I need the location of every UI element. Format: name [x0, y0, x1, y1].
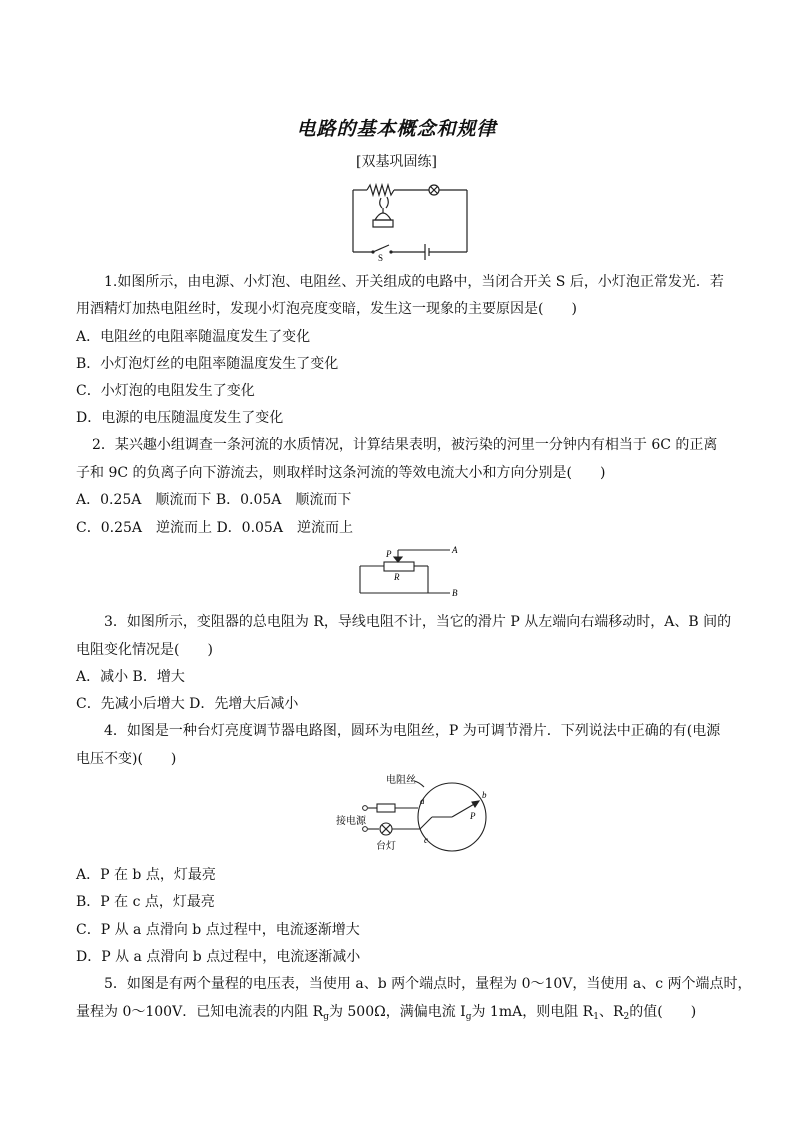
subscript-2: 2 — [623, 1012, 630, 1022]
terminal-label-a: A — [452, 545, 458, 555]
q1-option-b: B．小灯泡灯丝的电阻率随温度发生了变化 — [76, 356, 339, 372]
q2-option-cd: C．0.25A 逆流而上 D．0.05A 逆流而上 — [76, 520, 353, 536]
q5-text-part5: 的值( ) — [629, 1004, 697, 1020]
q4-option-c: C．P 从 a 点滑向 b 点过程中，电流逐渐增大 — [76, 922, 360, 938]
subscript-g1: g — [323, 1012, 329, 1022]
q1-stem-line2: 用酒精灯加热电阻丝时，发现小灯泡亮度变暗，发生这一现象的主要原因是( ) — [76, 301, 577, 317]
q4-stem-line1: 4．如图是一种台灯亮度调节器电路图，圆环为电阻丝，P 为可调节滑片．下列说法中正确的有(电源 — [104, 723, 721, 739]
q5-stem-line1: 5．如图是有两个量程的电压表，当使用 a、b 两个端点时，量程为 0～10V，当使用 a、c 两个端点时， — [104, 976, 752, 992]
q1-option-a: A．电阻丝的电阻率随温度发生了变化 — [76, 329, 311, 345]
q3-option-ab: A．减小 B．增大 — [76, 669, 185, 685]
lamp-label: 台灯 — [376, 841, 396, 852]
q5-text-part1: 量程为 0～100V．已知电流表的内阻 R — [76, 1004, 324, 1020]
q1-stem-line1: 1.如图所示，由电源、小灯泡、电阻丝、开关组成的电路中，当闭合开关 S 后，小灯泡正常发光．若 — [104, 274, 724, 290]
slider-label-p: P — [386, 549, 392, 559]
rheostat-diagram — [358, 543, 468, 599]
q4-option-b: B．P 在 c 点，灯最亮 — [76, 894, 215, 910]
point-label-b: b — [482, 790, 487, 800]
q5-text-part2: 为 500Ω，满偏电流 I — [328, 1004, 466, 1020]
q4-stem-line2: 电压不变)( ) — [76, 751, 177, 767]
q3-stem-line2: 电阻变化情况是( ) — [76, 642, 213, 658]
section-subtitle: [双基巩固练] — [356, 154, 437, 170]
q4-option-a: A．P 在 b 点，灯最亮 — [76, 867, 216, 883]
q2-stem-line2: 子和 9C 的负离子向下游流去，则取样时这条河流的等效电流大小和方向分别是( ) — [76, 465, 606, 481]
q4-option-d: D．P 从 a 点滑向 b 点过程中，电流逐渐减小 — [76, 949, 361, 965]
q5-stem-line2 — [76, 1001, 696, 1022]
q2-stem-line1: 2．某兴趣小组调查一条河流的水质情况，计算结果表明，被污染的河里一分钟内有相当于 6C 的正离 — [92, 437, 718, 453]
q2-option-ab: A．0.25A 顺流而下 B．0.05A 顺流而下 — [76, 492, 352, 508]
power-source-label: 接电源 — [336, 816, 366, 827]
subscript-1: 1 — [593, 1012, 599, 1022]
q1-option-c: C．小灯泡的电阻发生了变化 — [76, 383, 255, 399]
switch-label: S — [378, 253, 384, 262]
q5-text-part4: 、R — [598, 1004, 624, 1020]
point-label-a: a — [420, 796, 425, 806]
slider-label-p: P — [470, 811, 476, 821]
resistor-label-r: R — [394, 572, 400, 582]
dimmer-diagram — [334, 771, 494, 857]
page-title: 电路的基本概念和规律 — [296, 118, 497, 140]
rheostat-figure — [358, 543, 468, 599]
circuit-diagram-1 — [345, 180, 475, 262]
q3-stem-line1: 3．如图所示，变阻器的总电阻为 R，导线电阻不计，当它的滑片 P 从左端向右端移动时，A、B 间的 — [104, 614, 732, 630]
q1-option-d: D．电源的电压随温度发生了变化 — [76, 410, 284, 426]
terminal-label-b: B — [452, 588, 458, 598]
resistance-wire-label: 电阻丝 — [386, 775, 416, 786]
q5-text-part3: 为 1mA，则电阻 R — [471, 1004, 594, 1020]
q3-option-cd: C．先减小后增大 D．先增大后减小 — [76, 696, 299, 712]
dimmer-figure — [334, 771, 494, 857]
circuit-figure-1 — [345, 180, 475, 262]
point-label-c: c — [424, 835, 428, 845]
subscript-g2: g — [465, 1012, 472, 1022]
